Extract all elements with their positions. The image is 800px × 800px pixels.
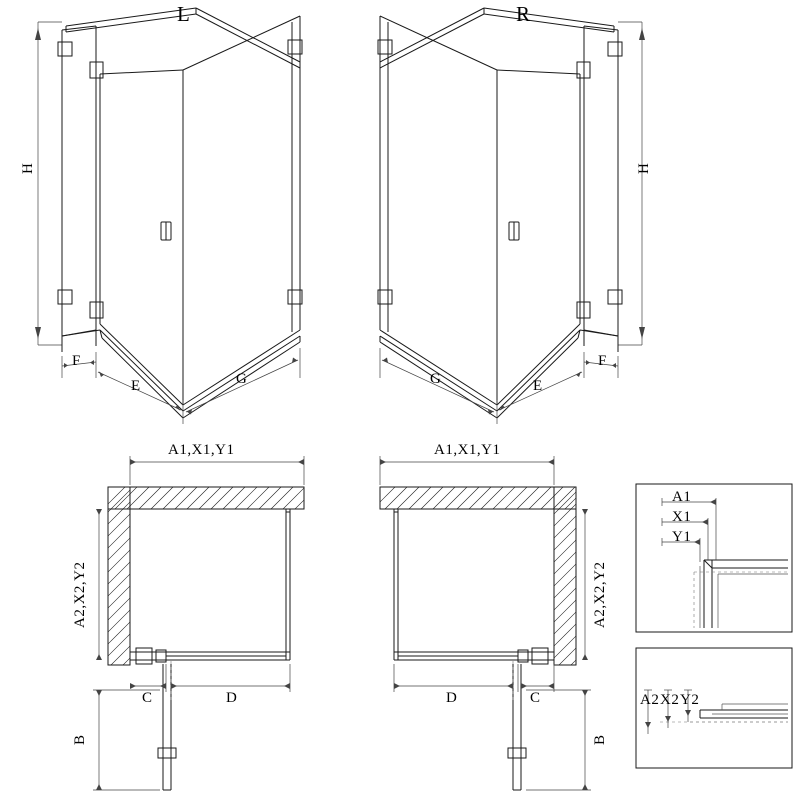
label-a1x1y1-left: A1,X1,Y1: [168, 442, 235, 458]
label-a2-detail: A2: [640, 692, 660, 708]
label-c-left: C: [142, 690, 153, 706]
label-h-right: H: [636, 162, 652, 174]
view-plan-right: [370, 456, 592, 790]
label-y1-detail: Y1: [672, 529, 692, 545]
label-e-right: E: [533, 378, 543, 394]
label-f-left: F: [72, 353, 81, 369]
label-hand-left: L: [177, 2, 191, 26]
label-g-left: G: [236, 371, 248, 387]
label-y2-detail: Y2: [680, 692, 700, 708]
label-x1-detail: X1: [672, 509, 692, 525]
label-d-left: D: [226, 690, 238, 706]
view-detail-top: [636, 484, 792, 632]
label-d-right: D: [446, 690, 458, 706]
label-a2x2y2-left: A2,X2,Y2: [72, 561, 88, 628]
label-b-right: B: [592, 734, 608, 745]
label-f-right: F: [598, 353, 607, 369]
label-a2x2y2-right: A2,X2,Y2: [592, 561, 608, 628]
label-b-left: B: [72, 734, 88, 745]
label-hand-right: R: [516, 2, 531, 26]
label-g-right: G: [430, 371, 442, 387]
label-a1-detail: A1: [672, 489, 692, 505]
label-a1x1y1-right: A1,X1,Y1: [434, 442, 501, 458]
label-c-right: C: [530, 690, 541, 706]
view-plan-left: [93, 456, 322, 790]
label-x2-detail: X2: [660, 692, 680, 708]
label-e-left: E: [131, 378, 141, 394]
label-h-left: H: [20, 162, 36, 174]
